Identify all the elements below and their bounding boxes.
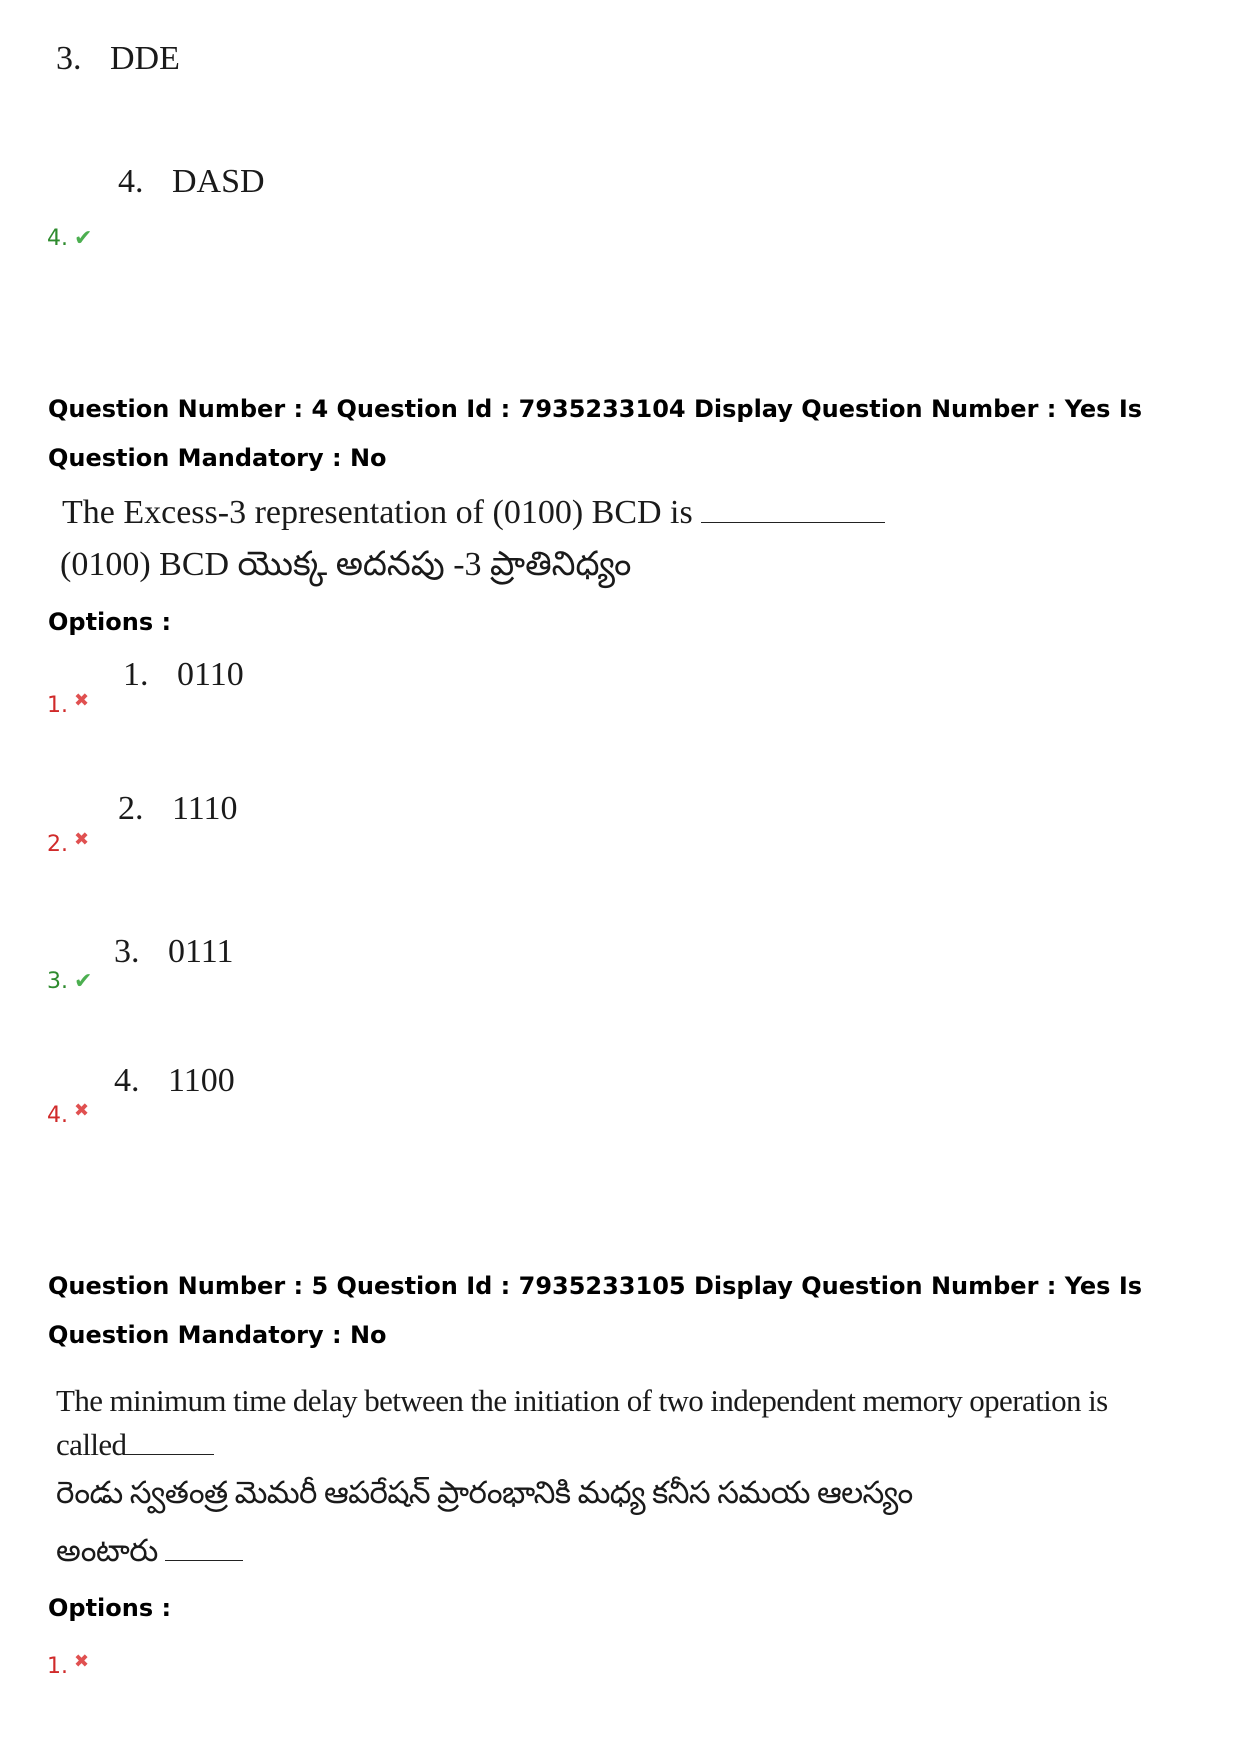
question-4-options-label: Options : <box>48 608 172 636</box>
question-5-text-te-2: అంటారు <box>56 1528 243 1574</box>
q4-option-4-marker: 4. ✖ <box>47 1100 90 1128</box>
check-icon: ✔ <box>74 969 93 994</box>
prev-option-4-marker: 4. ✔ <box>47 226 93 251</box>
question-5-header: Question Number : 5 Question Id : 7935233105 Display Question Number : Yes Is Question Mandatory : No <box>48 1272 1143 1349</box>
cross-icon: ✖ <box>74 829 90 850</box>
question-4-text-en: The Excess-3 representation of (0100) BCD is <box>62 487 885 539</box>
option-value: DDE <box>110 40 180 77</box>
question-4-text-te: (0100) BCD యొక్క అదనపు -3 ప్రాతినిధ్యం <box>60 546 632 583</box>
cross-icon: ✖ <box>74 1100 90 1121</box>
question-4-header: Question Number : 4 Question Id : 7935233104 Display Question Number : Yes Is Question Mandatory : No <box>48 395 1143 472</box>
question-5-text-en-2: called <box>56 1422 214 1468</box>
answer-blank <box>165 1560 243 1561</box>
prev-option-3 <box>56 40 180 78</box>
q4-option-4: 4. 1100 <box>114 1062 235 1099</box>
option-number: 4. <box>118 163 144 200</box>
q4-option-2: 2. 1110 <box>118 790 238 827</box>
q4-option-1-marker: 1. ✖ <box>47 690 90 718</box>
question-5-options-label: Options : <box>48 1594 172 1622</box>
cross-icon: ✖ <box>74 690 90 711</box>
q4-option-2-marker: 2. ✖ <box>47 829 90 857</box>
option-number: 3. <box>56 40 82 77</box>
question-5-text-te-1: రెండు స్వతంత్ర మెమరీ ఆపరేషన్ ప్రారంభానికి మధ్య కనీస సమయ ఆలస్యం <box>56 1475 913 1510</box>
answer-blank <box>701 522 885 523</box>
q4-option-3-marker: 3. ✔ <box>47 969 93 994</box>
check-icon: ✔ <box>74 226 93 251</box>
q4-option-1: 1. 0110 <box>123 656 244 693</box>
cross-icon: ✖ <box>74 1651 90 1672</box>
q5-option-1-marker: 1. ✖ <box>47 1651 90 1679</box>
q4-option-3: 3. 0111 <box>114 933 234 970</box>
question-5-text-en-1: The minimum time delay between the initiation of two independent memory operation is <box>56 1383 1108 1418</box>
prev-option-4 <box>118 163 265 201</box>
answer-blank <box>126 1454 214 1455</box>
option-value: DASD <box>172 163 265 200</box>
